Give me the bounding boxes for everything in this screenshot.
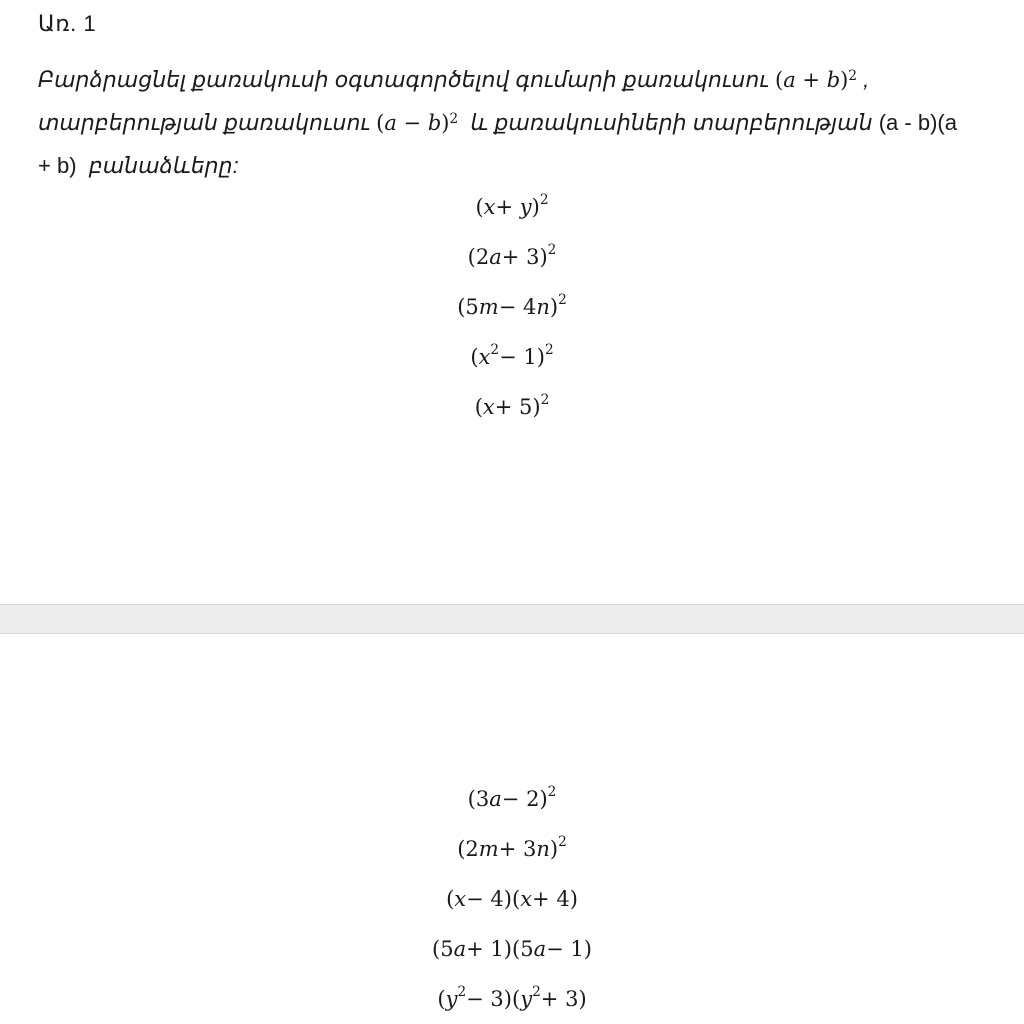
- expression-item: ( y $^2$ − 3)( y $^2$ + 3): [437, 983, 587, 1011]
- task-text-part1: Բարձրացնել քառակուսի օգտագործելով գումարի քառակուսու: [38, 67, 769, 92]
- difference-square-formula: $(a - b)^2$: [376, 110, 459, 135]
- expression-item: ( x $^2$ − 1) $^2$: [470, 341, 554, 369]
- sum-square-formula: $(a + b)^2$: [774, 67, 858, 92]
- expression-item: ( x + y ) $^2$: [475, 191, 549, 219]
- task-text-part4: բանաձևերը:: [88, 153, 239, 178]
- exercise-number: Առ. 1: [38, 11, 97, 36]
- expression-list-page-1: [0, 182, 1024, 432]
- task-text-part3: և քառակուսիների տարբերության: [470, 110, 873, 135]
- expression-item: ( x − 4)( x + 4): [446, 887, 578, 911]
- expression-item: (2 a + 3) $^2$: [467, 241, 557, 269]
- page-break-gap: [0, 604, 1024, 634]
- expression-item: (5 m − 4 n ) $^2$: [457, 291, 567, 319]
- task-instructions: [38, 60, 958, 186]
- expression-item: (3 a − 2) $^2$: [467, 783, 557, 811]
- task-text-part2: , տարբերության քառակուսու: [38, 67, 870, 135]
- expression-item: (5 a + 1)(5 a − 1): [432, 937, 592, 961]
- expression-item: ( x + 5) $^2$: [474, 391, 550, 419]
- expression-list-page-2: [0, 774, 1024, 1024]
- expression-item: (2 m + 3 n ) $^2$: [457, 833, 567, 861]
- difference-of-squares-formula: (a - b)(a + b): [38, 110, 957, 178]
